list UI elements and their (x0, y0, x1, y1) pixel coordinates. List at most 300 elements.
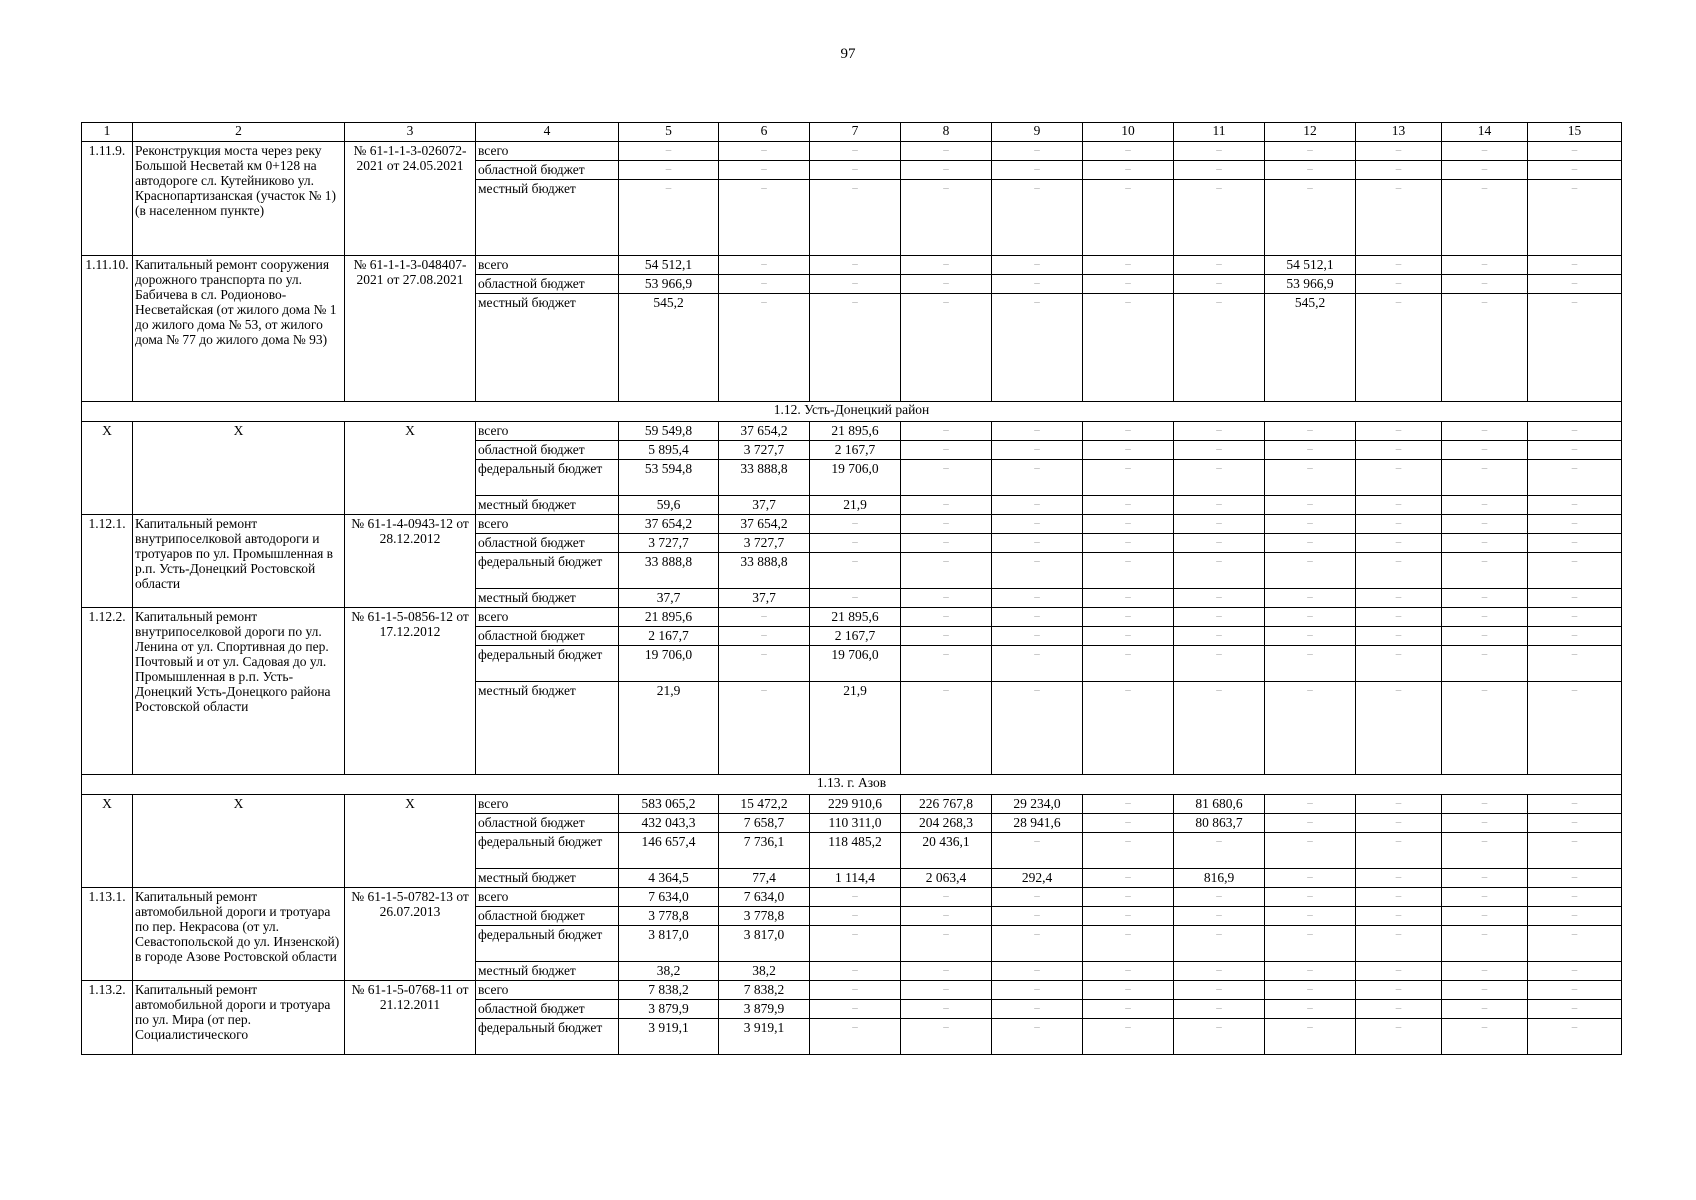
empty-value: – (1083, 515, 1174, 534)
empty-value: – (1174, 962, 1265, 981)
empty-value: – (1083, 1019, 1174, 1055)
empty-value: – (901, 888, 992, 907)
empty-value: – (1083, 833, 1174, 869)
amount-value: 3 778,8 (619, 907, 719, 926)
funding-source-label: областной бюджет (476, 907, 619, 926)
empty-value: – (1265, 422, 1356, 441)
amount-value: 2 063,4 (901, 869, 992, 888)
amount-value: 4 364,5 (619, 869, 719, 888)
empty-value: – (1356, 496, 1442, 515)
empty-value: – (1174, 534, 1265, 553)
empty-value: – (901, 515, 992, 534)
funding-source-label: всего (476, 981, 619, 1000)
empty-value: – (1083, 646, 1174, 682)
empty-value: – (1265, 833, 1356, 869)
empty-value: – (810, 888, 901, 907)
empty-value: – (1174, 1000, 1265, 1019)
amount-value: 5 895,4 (619, 441, 719, 460)
funding-source-label: местный бюджет (476, 962, 619, 981)
item-name: Х (133, 795, 345, 888)
empty-value: – (1442, 515, 1528, 534)
empty-value: – (1356, 256, 1442, 275)
empty-value: – (1528, 161, 1622, 180)
amount-value: 77,4 (719, 869, 810, 888)
empty-value: – (1174, 907, 1265, 926)
funding-source-label: всего (476, 422, 619, 441)
amount-value: 3 919,1 (619, 1019, 719, 1055)
empty-value: – (901, 256, 992, 275)
empty-value: – (1528, 180, 1622, 256)
amount-value: 583 065,2 (619, 795, 719, 814)
funding-source-label: областной бюджет (476, 534, 619, 553)
amount-value: 21,9 (810, 496, 901, 515)
empty-value: – (992, 833, 1083, 869)
empty-value: – (1528, 795, 1622, 814)
empty-value: – (992, 682, 1083, 775)
empty-value: – (1083, 180, 1174, 256)
empty-value: – (901, 981, 992, 1000)
funding-source-label: федеральный бюджет (476, 460, 619, 496)
amount-value: 53 594,8 (619, 460, 719, 496)
funding-source-label: областной бюджет (476, 441, 619, 460)
column-number: 15 (1528, 123, 1622, 142)
amount-value: 53 966,9 (619, 275, 719, 294)
column-number: 2 (133, 123, 345, 142)
empty-value: – (1083, 981, 1174, 1000)
empty-value: – (1083, 814, 1174, 833)
empty-value: – (1174, 1019, 1265, 1055)
amount-value: 19 706,0 (810, 460, 901, 496)
empty-value: – (1356, 275, 1442, 294)
empty-value: – (810, 1000, 901, 1019)
item-code: 1.12.1. (82, 515, 133, 608)
empty-value: – (1083, 496, 1174, 515)
empty-value: – (719, 256, 810, 275)
empty-value: – (992, 627, 1083, 646)
table-row (82, 981, 1622, 1000)
empty-value: – (1083, 682, 1174, 775)
item-name: Х (133, 422, 345, 515)
empty-value: – (1174, 589, 1265, 608)
item-code: 1.13.2. (82, 981, 133, 1055)
amount-value: 2 167,7 (810, 441, 901, 460)
empty-value: – (719, 646, 810, 682)
empty-value: – (1442, 275, 1528, 294)
empty-value: – (1356, 1000, 1442, 1019)
empty-value: – (810, 962, 901, 981)
empty-value: – (992, 534, 1083, 553)
amount-value: 37 654,2 (619, 515, 719, 534)
item-name: Капитальный ремонт автомобильной дороги и тротуара по пер. Некрасова (от ул. Севастопольской до ул. Инзенской) в городе Азове Ростовской области (133, 888, 345, 981)
empty-value: – (901, 627, 992, 646)
empty-value: – (1528, 460, 1622, 496)
table-row (82, 515, 1622, 534)
amount-value: 3 879,9 (619, 1000, 719, 1019)
empty-value: – (1265, 553, 1356, 589)
funding-source-label: федеральный бюджет (476, 833, 619, 869)
empty-value: – (1442, 256, 1528, 275)
amount-value: 7 838,2 (719, 981, 810, 1000)
funding-source-label: местный бюджет (476, 294, 619, 402)
empty-value: – (1356, 553, 1442, 589)
empty-value: – (1356, 180, 1442, 256)
column-number: 13 (1356, 123, 1442, 142)
empty-value: – (1356, 441, 1442, 460)
funding-source-label: федеральный бюджет (476, 553, 619, 589)
empty-value: – (1174, 142, 1265, 161)
amount-value: 21 895,6 (810, 608, 901, 627)
empty-value: – (1356, 981, 1442, 1000)
empty-value: – (1265, 515, 1356, 534)
empty-value: – (992, 161, 1083, 180)
empty-value: – (1356, 888, 1442, 907)
amount-value: 3 919,1 (719, 1019, 810, 1055)
budget-table (81, 122, 1622, 1055)
empty-value: – (901, 534, 992, 553)
item-document: Х (345, 422, 476, 515)
amount-value: 33 888,8 (719, 553, 810, 589)
empty-value: – (1174, 981, 1265, 1000)
empty-value: – (1083, 795, 1174, 814)
empty-value: – (719, 275, 810, 294)
empty-value: – (901, 926, 992, 962)
empty-value: – (992, 515, 1083, 534)
item-document: № 61-1-4-0943-12 от 28.12.2012 (345, 515, 476, 608)
table-body (82, 123, 1622, 1055)
empty-value: – (1528, 608, 1622, 627)
empty-value: – (1265, 161, 1356, 180)
empty-value: – (1356, 646, 1442, 682)
page-number: 97 (840, 46, 856, 62)
table-row (82, 422, 1622, 441)
empty-value: – (1265, 795, 1356, 814)
empty-value: – (1528, 888, 1622, 907)
empty-value: – (992, 646, 1083, 682)
empty-value: – (810, 142, 901, 161)
funding-source-label: областной бюджет (476, 161, 619, 180)
empty-value: – (1442, 496, 1528, 515)
empty-value: – (1356, 814, 1442, 833)
empty-value: – (1174, 888, 1265, 907)
empty-value: – (1265, 869, 1356, 888)
empty-value: – (1083, 926, 1174, 962)
empty-value: – (901, 422, 992, 441)
empty-value: – (1265, 589, 1356, 608)
empty-value: – (810, 161, 901, 180)
funding-source-label: областной бюджет (476, 814, 619, 833)
amount-value: 118 485,2 (810, 833, 901, 869)
amount-value: 1 114,4 (810, 869, 901, 888)
amount-value: 7 658,7 (719, 814, 810, 833)
empty-value: – (1528, 646, 1622, 682)
empty-value: – (1442, 926, 1528, 962)
section-title: 1.13. г. Азов (82, 775, 1622, 795)
empty-value: – (1083, 553, 1174, 589)
empty-value: – (1528, 907, 1622, 926)
amount-value: 38,2 (719, 962, 810, 981)
empty-value: – (1528, 814, 1622, 833)
empty-value: – (1174, 682, 1265, 775)
empty-value: – (810, 589, 901, 608)
empty-value: – (1174, 422, 1265, 441)
empty-value: – (901, 682, 992, 775)
empty-value: – (992, 553, 1083, 589)
amount-value: 33 888,8 (619, 553, 719, 589)
empty-value: – (992, 496, 1083, 515)
amount-value: 28 941,6 (992, 814, 1083, 833)
table-row (82, 142, 1622, 161)
funding-source-label: местный бюджет (476, 682, 619, 775)
item-document: № 61-1-5-0782-13 от 26.07.2013 (345, 888, 476, 981)
item-name: Капитальный ремонт внутрипоселковой автодороги и тротуаров по ул. Промышленная в р.п. Усть-Донецкий Ростовской области (133, 515, 345, 608)
amount-value: 432 043,3 (619, 814, 719, 833)
empty-value: – (1528, 294, 1622, 402)
empty-value: – (1174, 496, 1265, 515)
amount-value: 80 863,7 (1174, 814, 1265, 833)
amount-value: 21 895,6 (810, 422, 901, 441)
empty-value: – (901, 275, 992, 294)
table-row (82, 888, 1622, 907)
empty-value: – (1442, 142, 1528, 161)
empty-value: – (810, 515, 901, 534)
amount-value: 7 736,1 (719, 833, 810, 869)
empty-value: – (1528, 441, 1622, 460)
table-row (82, 608, 1622, 627)
funding-source-label: всего (476, 515, 619, 534)
empty-value: – (1356, 515, 1442, 534)
column-number: 3 (345, 123, 476, 142)
empty-value: – (1174, 275, 1265, 294)
funding-source-label: местный бюджет (476, 589, 619, 608)
empty-value: – (719, 682, 810, 775)
amount-value: 3 817,0 (719, 926, 810, 962)
column-number: 6 (719, 123, 810, 142)
column-number: 5 (619, 123, 719, 142)
empty-value: – (1083, 161, 1174, 180)
empty-value: – (810, 553, 901, 589)
empty-value: – (1083, 589, 1174, 608)
empty-value: – (1356, 589, 1442, 608)
empty-value: – (901, 646, 992, 682)
amount-value: 21,9 (619, 682, 719, 775)
empty-value: – (1265, 142, 1356, 161)
amount-value: 3 879,9 (719, 1000, 810, 1019)
empty-value: – (992, 294, 1083, 402)
amount-value: 21,9 (810, 682, 901, 775)
empty-value: – (901, 1000, 992, 1019)
empty-value: – (1356, 534, 1442, 553)
column-number: 9 (992, 123, 1083, 142)
empty-value: – (1528, 1019, 1622, 1055)
empty-value: – (1265, 1000, 1356, 1019)
item-document: № 61-1-1-3-048407-2021 от 27.08.2021 (345, 256, 476, 402)
empty-value: – (1083, 907, 1174, 926)
empty-value: – (901, 142, 992, 161)
amount-value: 292,4 (992, 869, 1083, 888)
empty-value: – (1528, 627, 1622, 646)
empty-value: – (992, 180, 1083, 256)
amount-value: 37 654,2 (719, 422, 810, 441)
empty-value: – (719, 627, 810, 646)
amount-value: 146 657,4 (619, 833, 719, 869)
item-name: Реконструкция моста через реку Большой Несветай км 0+128 на автодороге сл. Кутейниково ул. Краснопартизанская (участок № 1) (в населенном пункте) (133, 142, 345, 256)
amount-value: 816,9 (1174, 869, 1265, 888)
empty-value: – (1083, 534, 1174, 553)
funding-source-label: федеральный бюджет (476, 1019, 619, 1055)
empty-value: – (1442, 161, 1528, 180)
empty-value: – (1174, 294, 1265, 402)
empty-value: – (1174, 161, 1265, 180)
empty-value: – (1356, 142, 1442, 161)
empty-value: – (1174, 256, 1265, 275)
empty-value: – (1528, 534, 1622, 553)
empty-value: – (810, 907, 901, 926)
column-number: 4 (476, 123, 619, 142)
empty-value: – (1528, 515, 1622, 534)
amount-value: 226 767,8 (901, 795, 992, 814)
funding-source-label: всего (476, 256, 619, 275)
item-code: 1.13.1. (82, 888, 133, 981)
column-number: 12 (1265, 123, 1356, 142)
amount-value: 2 167,7 (810, 627, 901, 646)
empty-value: – (1442, 534, 1528, 553)
empty-value: – (901, 962, 992, 981)
empty-value: – (1356, 422, 1442, 441)
empty-value: – (1265, 646, 1356, 682)
empty-value: – (992, 1000, 1083, 1019)
empty-value: – (1442, 795, 1528, 814)
funding-source-label: федеральный бюджет (476, 646, 619, 682)
empty-value: – (901, 1019, 992, 1055)
empty-value: – (1442, 981, 1528, 1000)
empty-value: – (1083, 256, 1174, 275)
empty-value: – (901, 589, 992, 608)
empty-value: – (1174, 460, 1265, 496)
empty-value: – (992, 589, 1083, 608)
empty-value: – (1528, 962, 1622, 981)
amount-value: 15 472,2 (719, 795, 810, 814)
amount-value: 2 167,7 (619, 627, 719, 646)
empty-value: – (1528, 869, 1622, 888)
empty-value: – (901, 907, 992, 926)
item-code: 1.11.10. (82, 256, 133, 402)
empty-value: – (992, 1019, 1083, 1055)
empty-value: – (1265, 460, 1356, 496)
amount-value: 110 311,0 (810, 814, 901, 833)
column-number: 8 (901, 123, 992, 142)
amount-value: 19 706,0 (810, 646, 901, 682)
amount-value: 7 838,2 (619, 981, 719, 1000)
funding-source-label: местный бюджет (476, 496, 619, 515)
empty-value: – (901, 496, 992, 515)
empty-value: – (1528, 142, 1622, 161)
empty-value: – (1528, 1000, 1622, 1019)
empty-value: – (1528, 926, 1622, 962)
item-code: Х (82, 795, 133, 888)
item-document: № 61-1-5-0768-11 от 21.12.2011 (345, 981, 476, 1055)
item-name: Капитальный ремонт внутрипоселковой дороги по ул. Ленина от ул. Спортивная до пер. Почтовый и от ул. Садовая до ул. Промышленная в р.п. Усть-Донецкий Усть-Донецкого района Ростовской области (133, 608, 345, 775)
item-name: Капитальный ремонт автомобильной дороги и тротуара по ул. Мира (от пер. Социалистического (133, 981, 345, 1055)
empty-value: – (1265, 534, 1356, 553)
amount-value: 54 512,1 (619, 256, 719, 275)
funding-source-label: всего (476, 888, 619, 907)
empty-value: – (1265, 682, 1356, 775)
empty-value: – (992, 256, 1083, 275)
empty-value: – (1528, 833, 1622, 869)
table-row (82, 256, 1622, 275)
empty-value: – (1442, 833, 1528, 869)
empty-value: – (901, 180, 992, 256)
empty-value: – (810, 981, 901, 1000)
empty-value: – (1265, 888, 1356, 907)
empty-value: – (1442, 553, 1528, 589)
empty-value: – (619, 161, 719, 180)
empty-value: – (992, 441, 1083, 460)
empty-value: – (810, 534, 901, 553)
empty-value: – (1442, 627, 1528, 646)
empty-value: – (1356, 962, 1442, 981)
empty-value: – (1174, 833, 1265, 869)
empty-value: – (1265, 627, 1356, 646)
empty-value: – (1442, 962, 1528, 981)
column-number: 11 (1174, 123, 1265, 142)
section-title: 1.12. Усть-Донецкий район (82, 402, 1622, 422)
empty-value: – (1174, 646, 1265, 682)
empty-value: – (1528, 682, 1622, 775)
column-number-header (82, 123, 1622, 142)
amount-value: 37 654,2 (719, 515, 810, 534)
amount-value: 81 680,6 (1174, 795, 1265, 814)
empty-value: – (1174, 180, 1265, 256)
amount-value: 229 910,6 (810, 795, 901, 814)
amount-value: 19 706,0 (619, 646, 719, 682)
empty-value: – (1442, 888, 1528, 907)
column-number: 10 (1083, 123, 1174, 142)
amount-value: 59 549,8 (619, 422, 719, 441)
empty-value: – (1356, 460, 1442, 496)
empty-value: – (1528, 589, 1622, 608)
funding-source-label: всего (476, 142, 619, 161)
empty-value: – (1356, 608, 1442, 627)
empty-value: – (1356, 833, 1442, 869)
empty-value: – (1356, 926, 1442, 962)
empty-value: – (1442, 422, 1528, 441)
empty-value: – (810, 180, 901, 256)
amount-value: 53 966,9 (1265, 275, 1356, 294)
funding-source-label: местный бюджет (476, 180, 619, 256)
empty-value: – (1083, 142, 1174, 161)
empty-value: – (1528, 275, 1622, 294)
empty-value: – (810, 256, 901, 275)
empty-value: – (1174, 926, 1265, 962)
empty-value: – (1356, 907, 1442, 926)
empty-value: – (1442, 907, 1528, 926)
empty-value: – (1083, 888, 1174, 907)
funding-source-label: федеральный бюджет (476, 926, 619, 962)
empty-value: – (719, 294, 810, 402)
empty-value: – (1265, 1019, 1356, 1055)
amount-value: 7 634,0 (619, 888, 719, 907)
column-number: 1 (82, 123, 133, 142)
table-row (82, 795, 1622, 814)
empty-value: – (1083, 294, 1174, 402)
item-code: 1.12.2. (82, 608, 133, 775)
amount-value: 33 888,8 (719, 460, 810, 496)
empty-value: – (1174, 515, 1265, 534)
column-number: 14 (1442, 123, 1528, 142)
amount-value: 3 817,0 (619, 926, 719, 962)
empty-value: – (1528, 422, 1622, 441)
